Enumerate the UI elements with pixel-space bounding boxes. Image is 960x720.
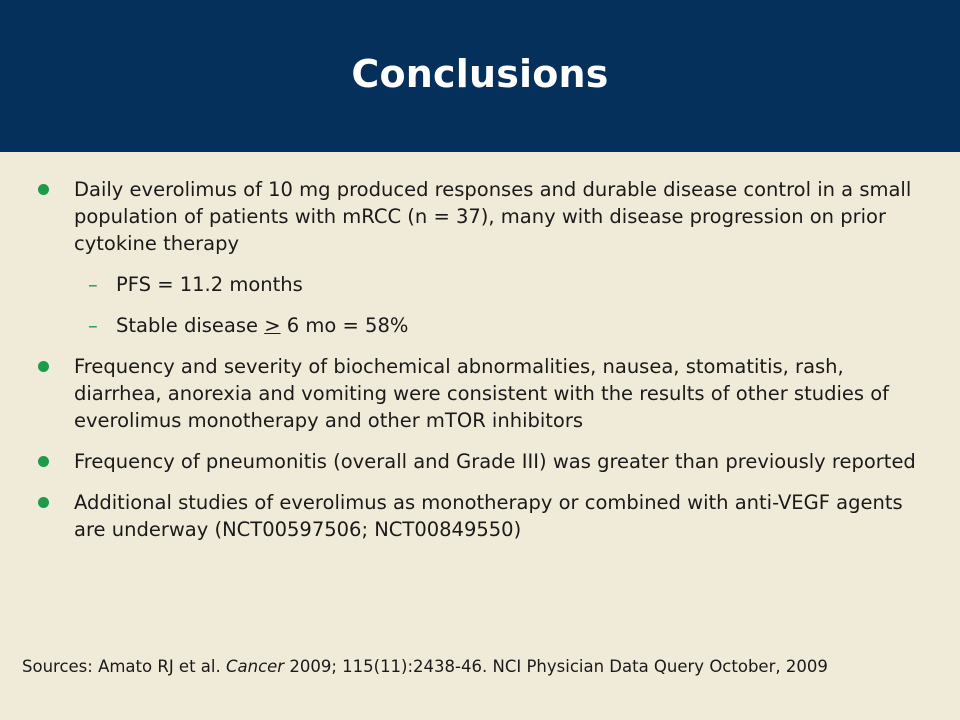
bullet-list <box>38 176 918 557</box>
bullet-item <box>38 448 918 475</box>
bullet-text: Additional studies of everolimus as monotherapy or combined with anti-VEGF agents are underway (NCT00597506; NCT00849550) <box>74 491 903 541</box>
bullet-text: Frequency of pneumonitis (overall and Grade III) was greater than previously reported <box>74 450 916 473</box>
bullet-item <box>38 353 918 434</box>
slide-title: Conclusions <box>351 52 609 96</box>
bullet-text: Daily everolimus of 10 mg produced responses and durable disease control in a small population of patients with mRCC (n = 37), many with disease progression on prior cytokine therapy <box>74 178 912 255</box>
sources-footnote <box>22 655 922 678</box>
title-banner <box>0 0 960 152</box>
sub-bullet-item <box>38 271 918 298</box>
sub-bullet-text: PFS = 11.2 months <box>116 273 303 296</box>
sub-bullet-item <box>38 312 918 339</box>
bullet-dot-icon <box>38 361 49 372</box>
sub-bullet-text-pre: Stable disease <box>116 314 265 337</box>
bullet-dot-icon <box>38 456 49 467</box>
bullet-dot-icon <box>38 184 49 195</box>
sources-suffix: 2009; 115(11):2438-46. NCI Physician Data Query October, 2009 <box>284 657 828 676</box>
sub-bullet-text-post: 6 mo = 58% <box>280 314 409 337</box>
dash-icon: – <box>88 273 98 296</box>
sources-prefix: Sources: Amato RJ et al. <box>22 657 226 676</box>
bullet-text: Frequency and severity of biochemical abnormalities, nausea, stomatitis, rash, diarrhea, anorexia and vomiting were consistent with the results of other studies of everolimus monotherapy and other mTOR inhibitors <box>74 355 890 432</box>
greater-equal-symbol: > <box>264 314 281 337</box>
bullet-item <box>38 176 918 257</box>
journal-name: Cancer <box>225 657 285 676</box>
bullet-item <box>38 489 918 543</box>
bullet-dot-icon <box>38 497 49 508</box>
dash-icon: – <box>88 314 98 337</box>
